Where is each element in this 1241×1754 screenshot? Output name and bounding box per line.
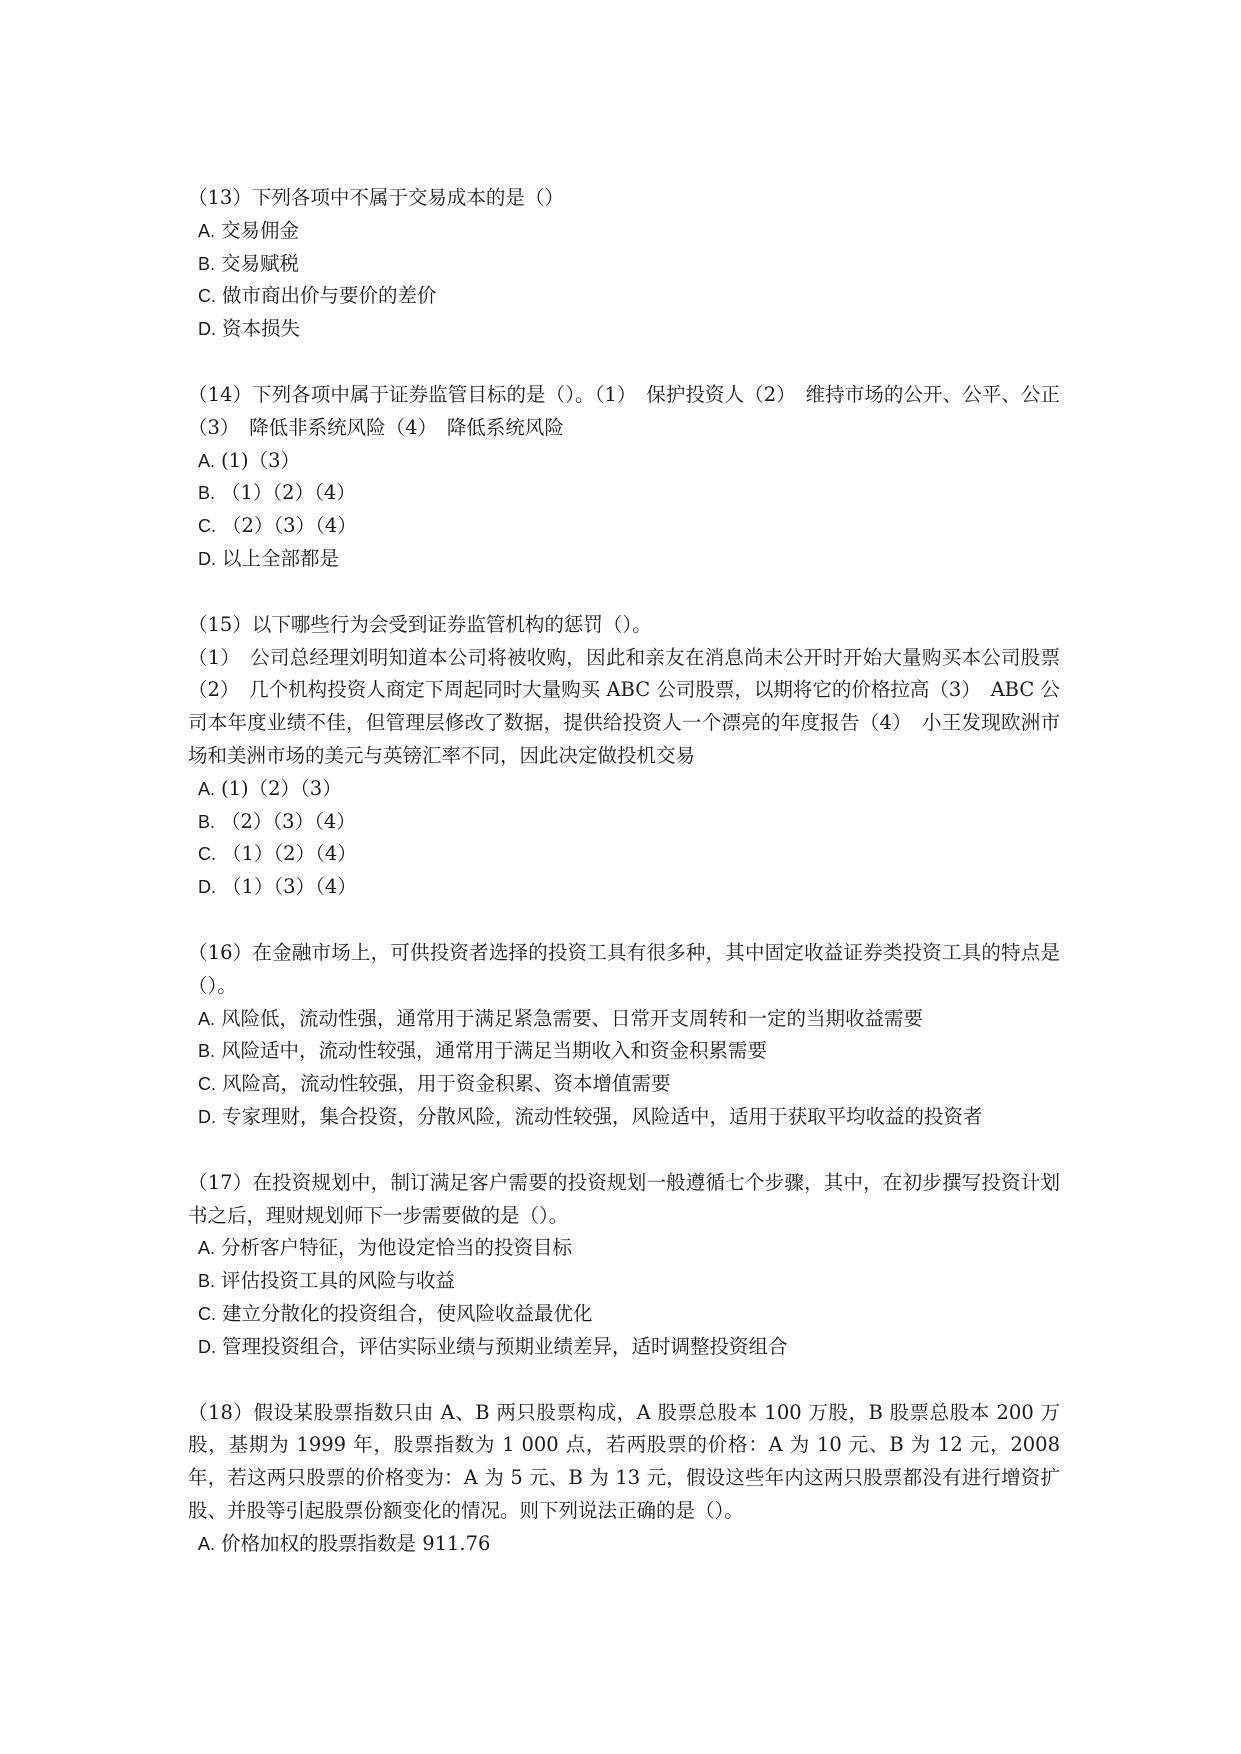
question-statements: （1） 公司总经理刘明知道本公司将被收购，因此和亲友在消息尚未公开时开始大量购买本公司股票（2） 几个机构投资人商定下周起同时大量购买 ABC 公司股票，以期将它的价格拉高（3） ABC 公司本年度业绩不佳，但管理层修改了数据，提供给投资人一个漂亮的年度报告（4） 小王发现欧洲市场和美洲市场的美元与英镑汇率不同，因此决定做投机交易 <box>188 645 1060 767</box>
option-c <box>188 1298 1060 1331</box>
option-label: B. <box>198 1041 216 1062</box>
option-text: 分析客户特征，为他设定恰当的投资目标 <box>221 1236 573 1260</box>
option-label: D. <box>198 1336 216 1357</box>
option-b <box>188 477 1060 510</box>
question-stem: （16）在金融市场上，可供投资者选择的投资工具有很多种，其中固定收益证券类投资工具的特点是（）。 <box>188 940 1060 997</box>
option-text: 风险低，流动性强，通常用于满足紧急需要、日常开支周转和一定的当期收益需要 <box>221 1006 924 1030</box>
option-b <box>188 1035 1060 1068</box>
option-d <box>188 1331 1060 1364</box>
question-17 <box>188 1167 1060 1364</box>
option-text: 评估投资工具的风险与收益 <box>221 1269 456 1293</box>
option-label: C. <box>198 1303 216 1324</box>
option-text: 管理投资组合，评估实际业绩与预期业绩差异，适时调整投资组合 <box>222 1334 788 1358</box>
option-text: （2）（3）（4） <box>222 514 357 538</box>
option-label: B. <box>198 811 216 832</box>
option-label: C. <box>198 1074 216 1095</box>
option-label: C. <box>198 844 216 865</box>
option-text: (1)（2）（3） <box>221 776 342 800</box>
option-c <box>188 1068 1060 1101</box>
option-text: 资本损失 <box>222 317 301 341</box>
option-d <box>188 313 1060 346</box>
option-a <box>188 773 1060 806</box>
option-label: D. <box>198 877 216 898</box>
option-text: （2）（3）（4） <box>221 809 356 833</box>
option-text: 价格加权的股票指数是 911.76 <box>221 1531 491 1555</box>
option-label: B. <box>198 253 216 274</box>
option-a <box>188 215 1060 248</box>
option-label: A. <box>198 1533 216 1554</box>
option-text: （1）（2）（4） <box>221 481 356 505</box>
option-a <box>188 1003 1060 1036</box>
option-a <box>188 445 1060 478</box>
option-label: A. <box>198 220 216 241</box>
question-16 <box>188 937 1060 1134</box>
option-c <box>188 838 1060 871</box>
option-c <box>188 510 1060 543</box>
option-label: C. <box>198 286 216 307</box>
option-label: D. <box>198 1106 216 1127</box>
option-text: 专家理财，集合投资，分散风险，流动性较强，风险适中，适用于获取平均收益的投资者 <box>222 1104 983 1128</box>
option-text: 建立分散化的投资组合，使风险收益最优化 <box>222 1301 593 1325</box>
option-d <box>188 543 1060 576</box>
option-text: 风险高，流动性较强，用于资金积累、资本增值需要 <box>222 1072 671 1096</box>
question-13 <box>188 182 1060 346</box>
option-label: A. <box>198 778 216 799</box>
question-14 <box>188 379 1060 576</box>
option-text: 交易赋税 <box>221 251 300 275</box>
question-stem: （14）下列各项中属于证券监管目标的是（）。（1） 保护投资人（2） 维持市场的公开、公平、公正（3） 降低非系统风险（4） 降低系统风险 <box>188 382 1060 439</box>
option-b <box>188 1265 1060 1298</box>
option-a <box>188 1232 1060 1265</box>
option-d <box>188 1101 1060 1134</box>
option-c <box>188 280 1060 313</box>
question-stem: （13）下列各项中不属于交易成本的是（） <box>188 186 564 209</box>
option-label: B. <box>198 483 216 504</box>
option-label: A. <box>198 450 216 471</box>
option-text: 以上全部都是 <box>222 546 340 570</box>
question-15 <box>188 609 1060 904</box>
question-stem: （15）以下哪些行为会受到证券监管机构的惩罚（）。 <box>188 612 652 636</box>
option-text: 交易佣金 <box>221 218 300 242</box>
option-a <box>188 1528 1060 1561</box>
question-stem: （18）假设某股票指数只由 A、B 两只股票构成，A 股票总股本 100 万股，B 股票总股本 200 万股，基期为 1999 年，股票指数为 1 000 点，若两股票的价格：A 为 10 元、B 为 12 元，2008 年，若这两只股票的价格变为：A 为 5 元、B 为 13 元，假设这些年内这两只股票都没有进行增资扩股、并股等引起股票份额变化的情况。则下列说法正确的是（）。 <box>188 1400 1060 1522</box>
question-stem: （17）在投资规划中，制订满足客户需要的投资规划一般遵循七个步骤，其中，在初步撰写投资计划书之后，理财规划师下一步需要做的是（）。 <box>188 1170 1060 1227</box>
option-text: 风险适中，流动性较强，通常用于满足当期收入和资金积累需要 <box>221 1039 768 1063</box>
option-text: （1）（3）（4） <box>222 875 357 899</box>
document-page <box>188 182 1060 1593</box>
option-text: (1)（3） <box>221 448 301 472</box>
option-label: A. <box>198 1008 216 1029</box>
option-text: 做市商出价与要价的差价 <box>222 284 437 308</box>
option-label: C. <box>198 516 216 537</box>
option-label: D. <box>198 319 216 340</box>
option-label: B. <box>198 1271 216 1292</box>
question-18 <box>188 1397 1060 1561</box>
option-b <box>188 806 1060 839</box>
option-label: A. <box>198 1238 216 1259</box>
option-d <box>188 871 1060 904</box>
option-label: D. <box>198 548 216 569</box>
option-b <box>188 248 1060 281</box>
option-text: （1）（2）（4） <box>222 842 357 866</box>
